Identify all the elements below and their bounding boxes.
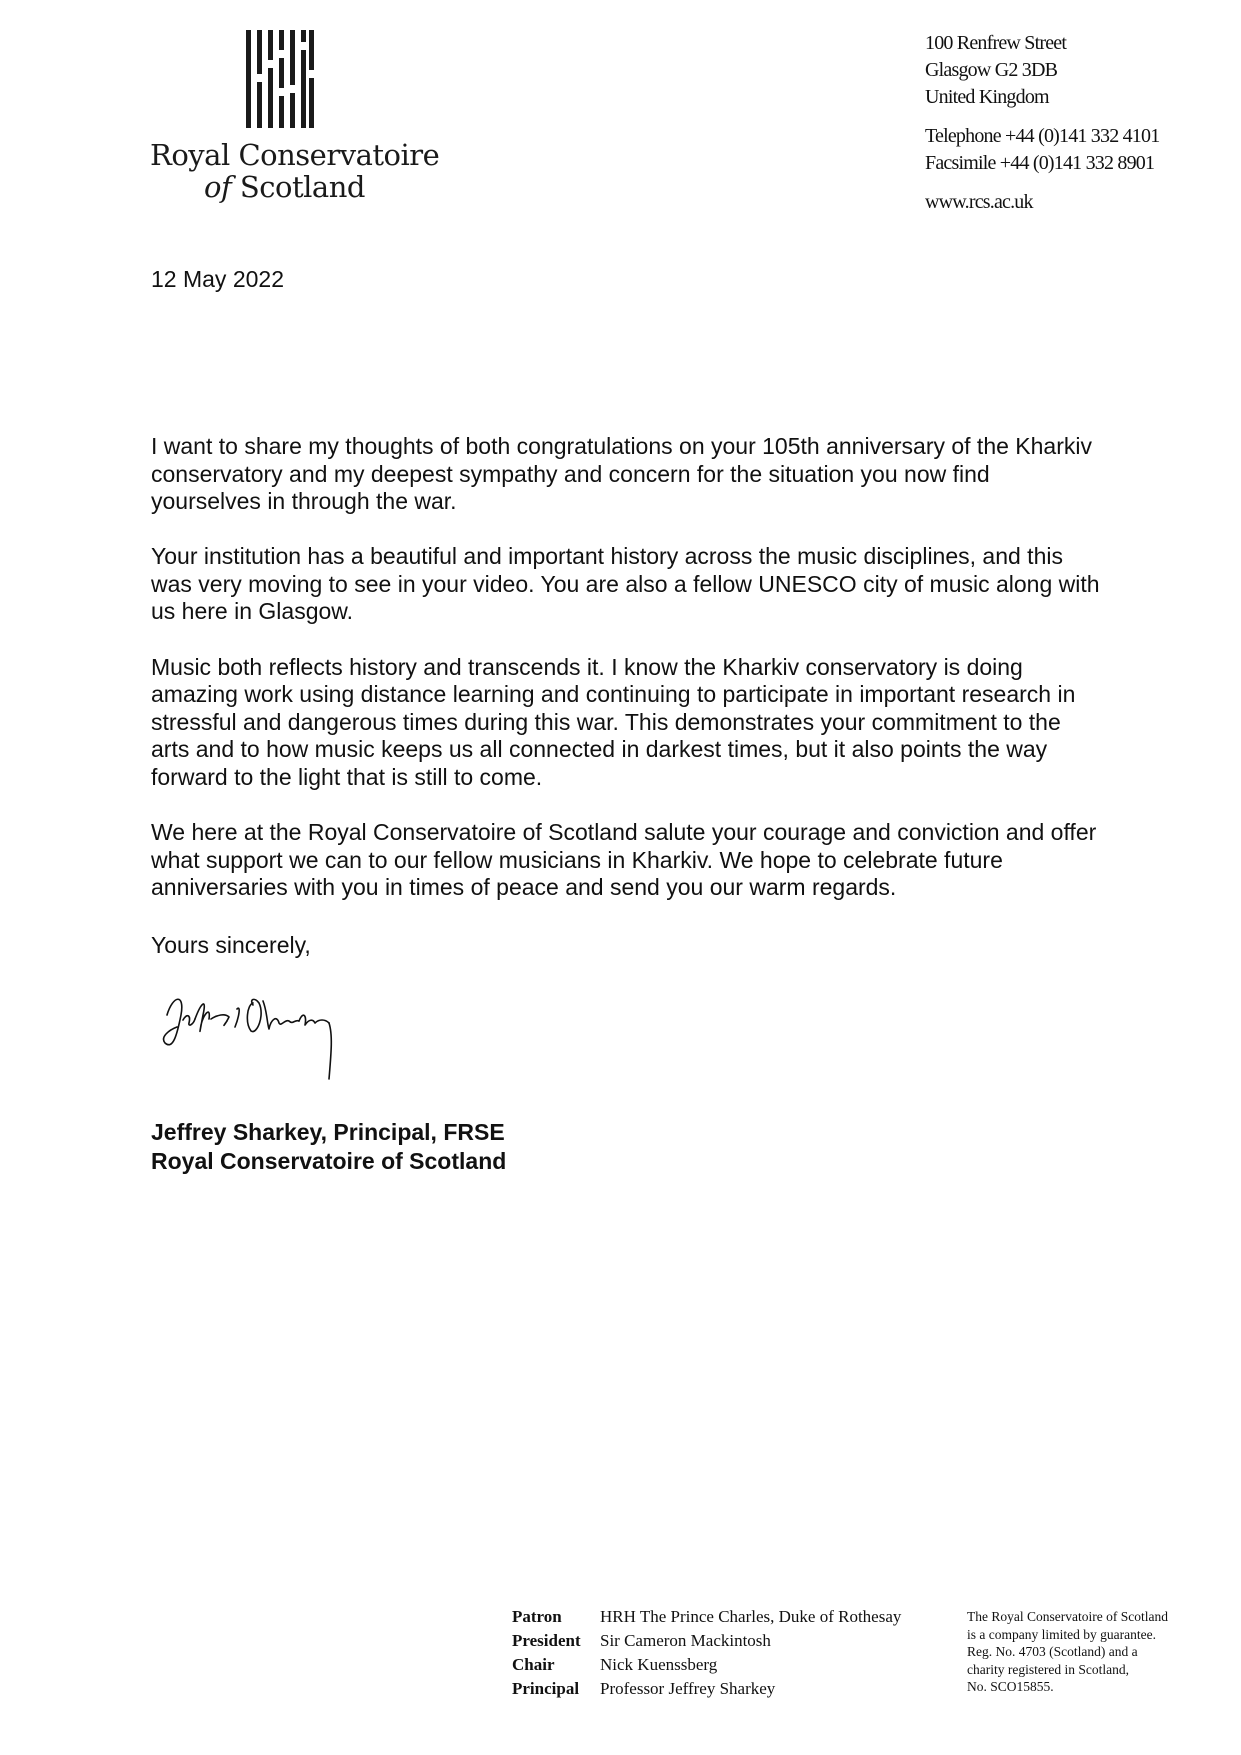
footer-officer-name: Professor Jeffrey Sharkey (600, 1679, 776, 1698)
footer-role: Principal (512, 1679, 580, 1698)
signer-block (151, 1118, 506, 1176)
footer-legal-note (967, 1608, 1207, 1696)
address-telephone: Telephone +44 (0)141 332 4101 (925, 125, 1160, 147)
signer-organization: Royal Conservatoire of Scotland (151, 1148, 507, 1174)
letter-date: 12 May 2022 (151, 266, 284, 292)
footer-row-chair (512, 1653, 932, 1677)
rcs-logo-mark-icon (245, 30, 315, 128)
body-paragraph-2: Your institution has a beautiful and important history across the music disciplines, and this was very moving to see in your video. You are also a fellow UNESCO city of music along with us here in Glasgow. (151, 543, 1100, 625)
signer-name: Jeffrey Sharkey, Principal, FRSE (151, 1119, 505, 1145)
address-country: United Kingdom (925, 86, 1049, 108)
footer-role: Patron (512, 1607, 562, 1626)
rcs-logo (150, 30, 440, 210)
address-website: www.rcs.ac.uk (925, 191, 1033, 213)
logo-name-of: of (204, 170, 232, 204)
body-paragraph-3: Music both reflects history and transcends it. I know the Kharkiv conservatory is doing amazing work using distance learning and continuing to participate in important research in stressful and dangerous times during this war. This demonstrates your commitment to the arts and to how music keeps us all connected in darkest times, but it also points the way forward to the light that is still to come. (151, 653, 1076, 790)
footer-officer-name: Nick Kuenssberg (600, 1655, 718, 1674)
legal-line: charity registered in Scotland, (967, 1661, 1129, 1677)
footer-row-patron (512, 1605, 932, 1629)
signature-image (155, 975, 355, 1095)
body-paragraph-4: We here at the Royal Conservatoire of Scotland salute your courage and conviction and offer what support we can to our fellow musicians in Kharkiv. We hope to celebrate future anniversaries with you in times of peace and send you our warm regards. (151, 819, 1097, 901)
logo-name-line2 (204, 170, 424, 204)
legal-line: The Royal Conservatoire of Scotland (967, 1609, 1168, 1624)
letter-body (151, 433, 1101, 929)
letter-closing: Yours sincerely, (151, 932, 311, 958)
legal-line: Reg. No. 4703 (Scotland) and a (967, 1644, 1138, 1659)
address-block (925, 30, 1225, 216)
footer-row-principal (512, 1677, 932, 1701)
footer-officer-name: Sir Cameron Mackintosh (600, 1631, 771, 1650)
logo-name-line1: Royal Conservatoire (150, 138, 440, 172)
address-street: 100 Renfrew Street (925, 32, 1067, 54)
address-facsimile: Facsimile +44 (0)141 332 8901 (925, 152, 1155, 174)
footer-officers (512, 1605, 932, 1701)
legal-line: is a company limited by guarantee. (967, 1626, 1156, 1642)
address-city: Glasgow G2 3DB (925, 59, 1058, 81)
footer-officer-name: HRH The Prince Charles, Duke of Rothesay (600, 1607, 902, 1626)
footer-role: President (512, 1631, 581, 1650)
footer-row-president (512, 1629, 932, 1653)
footer-role: Chair (512, 1655, 555, 1674)
legal-line: No. SCO15855. (967, 1679, 1054, 1694)
body-paragraph-1: I want to share my thoughts of both congratulations on your 105th anniversary of the Kharkiv conservatory and my deepest sympathy and concern for the situation you now find yourselves in through the war. (151, 433, 1092, 515)
logo-name-scotland: Scotland (239, 170, 365, 204)
